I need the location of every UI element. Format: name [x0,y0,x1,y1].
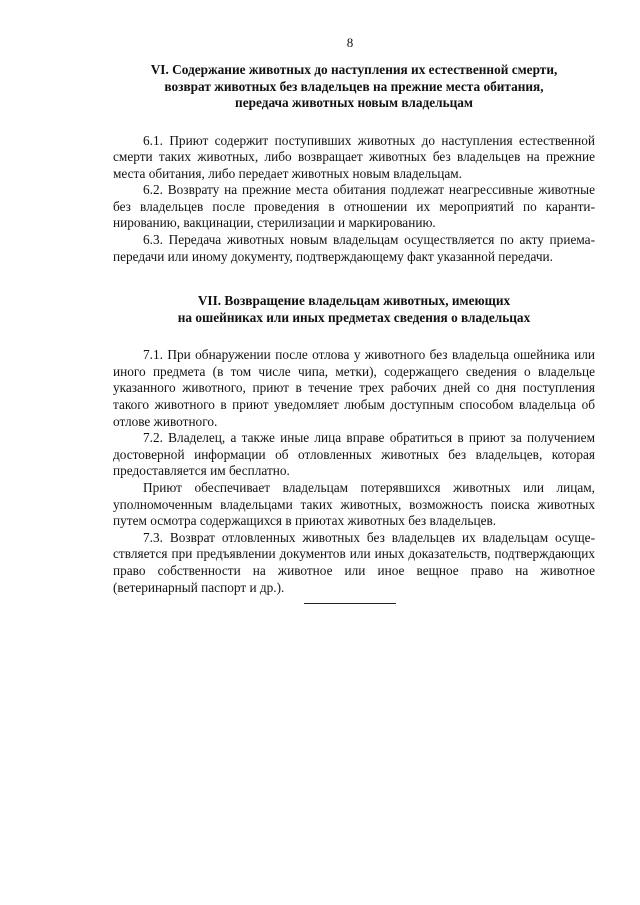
section-7-heading-line: на ошейниках или иных предметах сведения о владельцах [177,309,531,325]
spacer [113,265,595,293]
page-number: 8 [346,35,354,50]
paragraph-6-3: 6.3. Передача животных новым владельцам осуществляется по акту приема-передачи или иному документу, подтверждающему факт указанной передачи. [113,232,595,264]
spacer [113,112,595,133]
section-6-heading-line: VI. Содержание животных до наступления их естественной смерти, [150,62,558,77]
paragraph-6-1: 6.1. Приют содержит поступивших животных до наступления естественной смерти таких животных, либо возвращает животных без владельцев на прежние места обитания, либо передает животных новым владельцам. [113,132,595,181]
spacer [113,326,595,347]
document-content [113,62,595,596]
section-6-heading [113,62,595,112]
section-6-heading-line: передача животных новым владельцам [235,95,473,110]
paragraph-7-2-continuation: Приют обеспечивает владельцам потерявшихся животных или лицам, уполномоченным владельцами таких животных, возможность поиска животных путем осмотра содержащихся в приютах животных без владельцев. [113,480,595,529]
paragraph-6-2: 6.2. Возврату на прежние места обитания подлежат неагрессивные животные без владельцев после проведения в отношении их мероприятий по карантинированию, вакцинации, стерилизации и маркированию. [113,182,595,231]
paragraph-7-3: 7.3. Возврат отловленных животных без владельцев их владельцам осуществляется при предъявлении документов или иных доказательств, подтверждающих право собственности на животное или иное вещное право на животное (ветеринарный паспорт и др.). [113,529,595,595]
paragraph-7-2: 7.2. Владелец, а также иные лица вправе обратиться в приют за получением достоверной информации об отловленных животных без владельцев, которая предоставляется им бесплатно. [113,430,595,479]
section-6-heading-line: возврат животных без владельцев на прежние места обитания, [164,78,544,94]
section-7-heading [113,293,595,326]
end-separator-line [304,603,396,604]
section-7-heading-line: VII. Возвращение владельцам животных, имеющих [197,293,511,309]
paragraph-7-1: 7.1. При обнаружении после отлова у животного без владельца ошейника или иного предмета (в том числе чипа, метки), содержащего сведения о владельце указанного животного, приют в течение трех рабочих дней со дня поступления такого животного в приют уведомляет любым доступным способом владельца об отлове животного. [113,347,595,429]
